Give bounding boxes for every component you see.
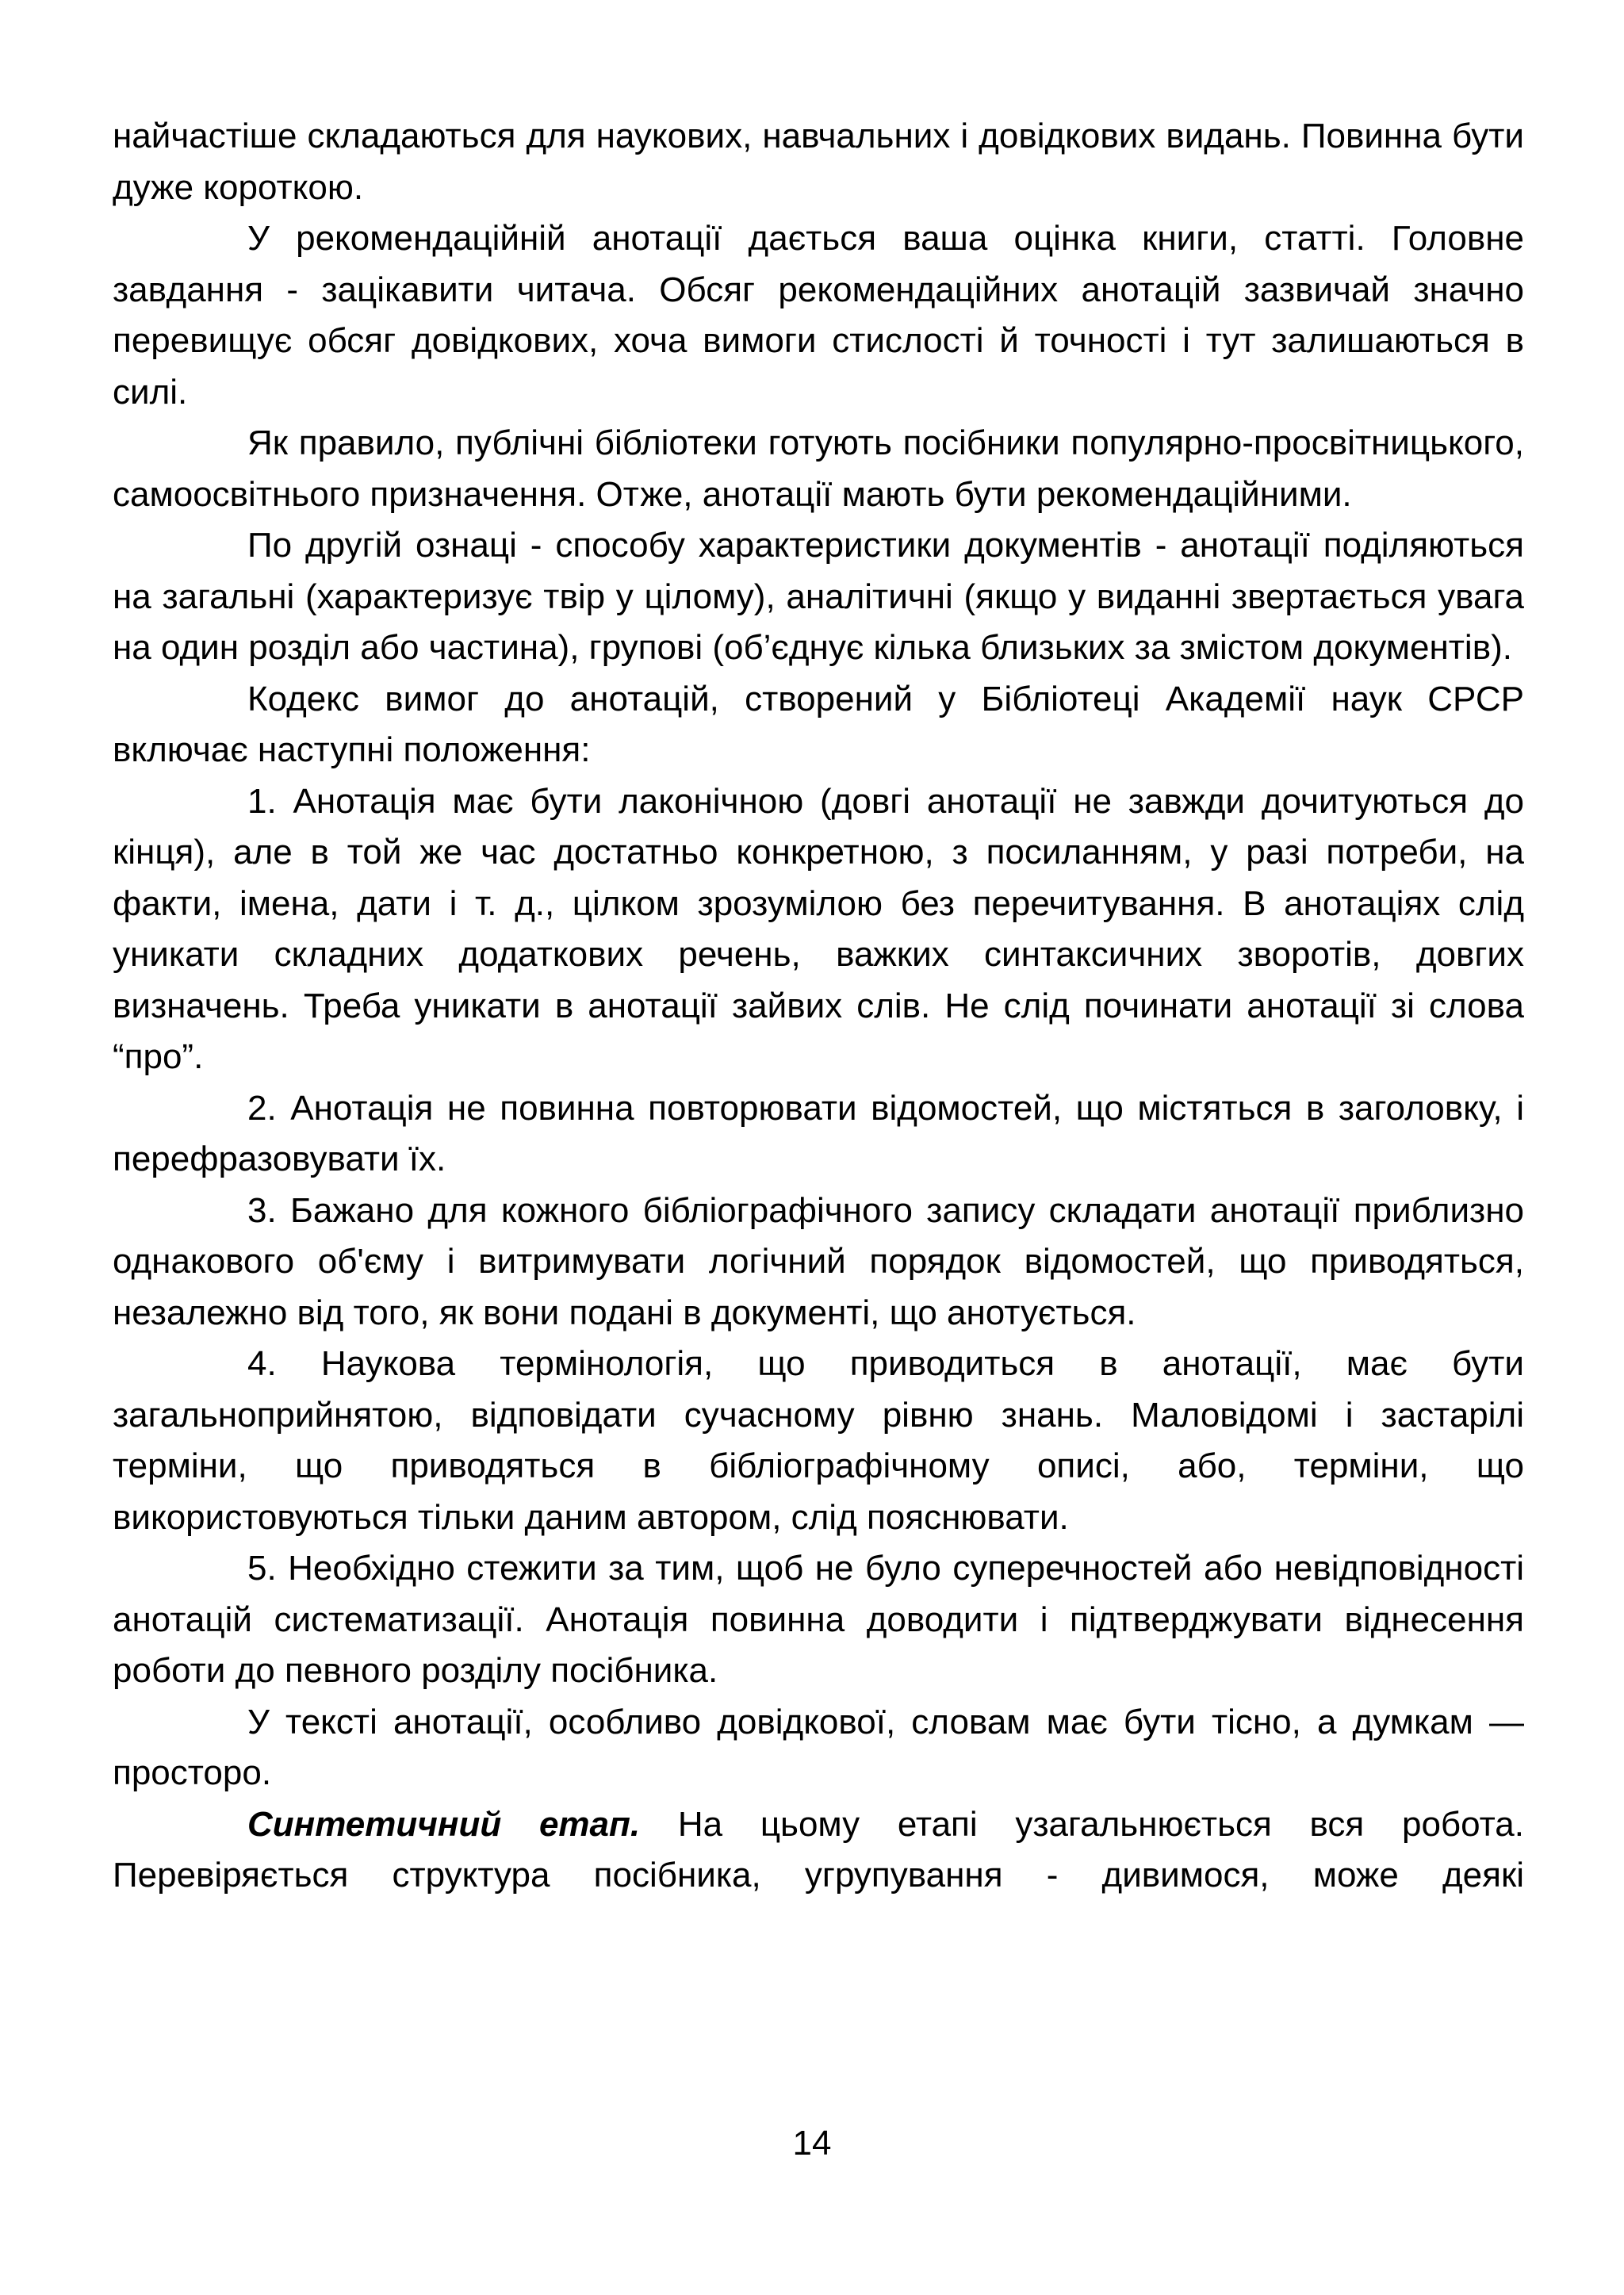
page-number: 14 <box>792 2124 832 2163</box>
paragraph-10: 5. Необхідно стежити за тим, щоб не було суперечностей або невідповідності анотацій систематизації. Анотація повинна доводити і підтверджувати віднесення роботи до певного розділу посібника. <box>113 1549 1524 1690</box>
paragraph-9: 4. Наукова термінологія, що приводиться в анотації, має бути загальноприйнятою, відповідати сучасному рівню знань. Маловідомі і застарілі терміни, що приводяться в бібліографічному описі, або, терміни, що використовуються тільки даним автором, слід пояснювати. <box>113 1344 1524 1537</box>
paragraph-2: У рекомендаційній анотації дається ваша оцінка книги, статті. Головне завдання - зацікавити читача. Обсяг рекомендаційних анотацій зазвичай значно перевищує обсяг довідкових, хоча вимоги стислості й точності і тут залишаються в силі. <box>113 219 1524 412</box>
paragraph-5: Кодекс вимог до анотацій, створений у Бібліотеці Академії наук СРСР включає наступні положення: <box>113 679 1524 769</box>
paragraph-11: У тексті анотації, особливо довідкової, словам має бути тісно, а думкам — просторо. <box>113 1702 1524 1792</box>
paragraph-final-text: На цьому етапі узагальнюється вся робота. Перевіряється структура посібника, угрупування - дивимося, може деякі <box>113 1804 1524 1895</box>
paragraph-8: 3. Бажано для кожного бібліографічного запису складати анотації приблизно однакового об'єму і витримувати логічний порядок відомостей, що приводяться, незалежно від того, як вони подані в документі, що анотується. <box>113 1190 1524 1332</box>
paragraph-3: Як правило, публічні бібліотеки готують посібники популярно-просвітницького, самоосвітнього призначення. Отже, анотації мають бути рекомендаційними. <box>113 423 1524 514</box>
paragraph-4: По другій ознаці - способу характеристики документів - анотації поділяються на загальні (характеризує твір у цілому), аналітичні (якщо у виданні звертається увага на один розділ або частина), групові (об’єднує кілька близьких за змістом документів). <box>113 526 1524 667</box>
section-heading-emphasis: Синтетичний етап. <box>247 1804 641 1844</box>
paragraph-7: 2. Анотація не повинна повторювати відомостей, що містяться в заголовку, і перефразовувати їх. <box>113 1088 1524 1178</box>
paragraph-1: найчастіше складаються для наукових, навчальних і довідкових видань. Повинна бути дуже короткою. <box>113 117 1524 207</box>
paragraph-final <box>113 1799 1524 1902</box>
page-body <box>113 111 1524 1902</box>
paragraph-6: 1. Анотація має бути лаконічною (довгі анотації не завжди дочитуються до кінця), але в той же час достатньо конкретною, з посиланням, у разі потреби, на факти, імена, дати і т. д., цілком зрозумілою без перечитування. В анотаціях слід уникати складних додаткових речень, важких синтаксичних зворотів, довгих визначень. Треба уникати в анотації зайвих слів. Не слід починати анотації зі слова “про”. <box>113 781 1524 1076</box>
